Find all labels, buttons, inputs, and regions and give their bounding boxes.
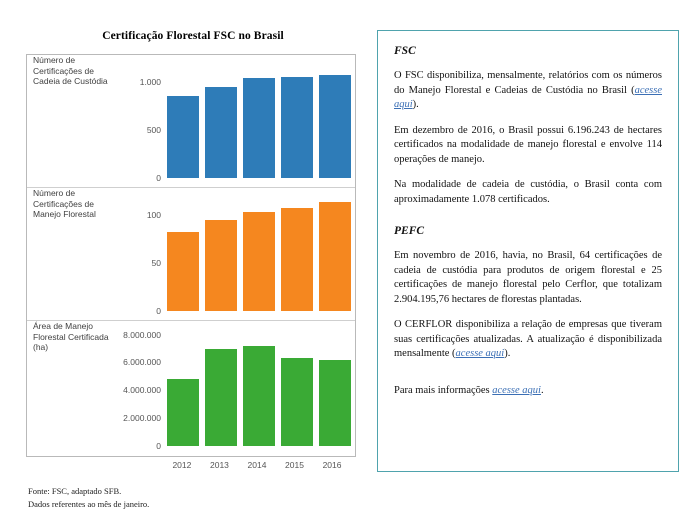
link-acesse-aqui-3[interactable]: acesse aqui: [492, 384, 541, 396]
paragraph-fsc-2: Em dezembro de 2016, o Brasil possui 6.196.243 de hectares certificados na modalidade de manejo florestal e envolve 114 operações de manejo.: [394, 124, 662, 165]
panel-bars-area: [167, 321, 351, 456]
paragraph-pefc-2: [394, 318, 662, 362]
source-line-1: Fonte: FSC, adaptado SFB.: [28, 486, 122, 496]
panel-axis-manejo: [113, 188, 355, 320]
y-axis-ticks-manejo: [113, 188, 165, 321]
chart-bar: [319, 202, 351, 311]
y-axis-ticks-custodia: [113, 55, 165, 188]
chart-source-note: [28, 485, 149, 511]
chart-bar: [319, 360, 351, 446]
chart-bar: [205, 349, 237, 447]
panel-axis-area: [113, 321, 355, 456]
chart-bar: [205, 87, 237, 178]
chart-x-axis: [26, 457, 356, 479]
panel-label-area: Área de Manejo Florestal Certificada (ha): [33, 321, 109, 352]
panel-label-custodia: Número de Certificações de Cadeia de Custódia: [33, 55, 108, 86]
fsc-p1-text-a: O FSC disponibiliza, mensalmente, relatórios com os números do Manejo Florestal e Cadeias de Custódia no Brasil (: [394, 70, 662, 96]
chart-bar: [243, 346, 275, 446]
y-tick-label: 0: [156, 306, 161, 316]
y-tick-label: 2.000.000: [123, 413, 161, 424]
fsc-p1-text-b: ).: [412, 99, 419, 110]
link-acesse-aqui-1[interactable]: acesse aqui: [394, 84, 662, 110]
x-tick-label: 2016: [322, 460, 342, 470]
chart-bar: [281, 77, 313, 178]
pefc-p2-text-a: O CERFLOR disponibiliza a relação de empresas que tiveram suas certificações atualizadas. A atualização é disponibilizada mensalmente (: [394, 319, 662, 359]
x-tick-label: 2012: [172, 460, 192, 470]
y-tick-label: 0: [156, 173, 161, 183]
panel-axis-custodia: [113, 55, 355, 187]
y-tick-label: 8.000.000: [123, 329, 161, 340]
chart-bar: [167, 379, 199, 446]
heading-pefc: PEFC: [394, 225, 425, 237]
x-tick-label: 2014: [247, 460, 267, 470]
chart-bar: [243, 78, 275, 178]
y-axis-ticks-area: [113, 321, 165, 456]
panel-bars-manejo: [167, 188, 351, 320]
pefc-p2-text-b: ).: [504, 348, 511, 359]
y-tick-label: 0: [156, 441, 161, 451]
y-tick-label: 500: [146, 125, 161, 136]
x-tick-label: 2013: [209, 460, 229, 470]
chart-bar: [319, 75, 351, 178]
chart-title: Certificação Florestal FSC no Brasil: [102, 30, 284, 42]
paragraph-pefc-1: Em novembro de 2016, havia, no Brasil, 64 certificações de cadeia de custódia para produtos de origem florestal e 25 certificações de manejo florestal pelo Cerflor, que totalizam 2.904.195,76 hectares de florestas plantadas.: [394, 250, 662, 305]
y-tick-label: 1.000: [139, 77, 161, 88]
chart-plot-frame: [26, 54, 356, 457]
pefc-p3-text-b: .: [540, 384, 544, 396]
y-tick-label: 4.000.000: [123, 385, 161, 396]
chart-bar: [281, 208, 313, 312]
y-tick-label: 50: [151, 258, 161, 269]
panel-label-manejo: Número de Certificações de Manejo Florestal: [33, 188, 96, 219]
heading-fsc: FSC: [394, 45, 416, 57]
y-tick-label: 6.000.000: [123, 357, 161, 368]
paragraph-pefc-3: [394, 384, 662, 399]
link-acesse-aqui-2[interactable]: acesse aqui: [455, 348, 505, 359]
chart-bar: [243, 212, 275, 311]
y-tick-label: 100: [146, 210, 161, 221]
x-tick-label: 2015: [285, 460, 304, 470]
chart-panel-manejo: [27, 188, 355, 321]
paragraph-fsc-1: [394, 69, 662, 113]
chart-bar: [281, 358, 313, 446]
source-line-2: Dados referentes ao mês de janeiro.: [28, 499, 150, 509]
chart-panel-area: [27, 321, 355, 456]
info-textbox: [377, 30, 679, 472]
chart-panel: [22, 30, 362, 509]
chart-bar: [167, 232, 199, 311]
panel-bars-custodia: [167, 55, 351, 187]
chart-bar: [167, 96, 199, 178]
paragraph-fsc-3: Na modalidade de cadeia de custódia, o Brasil conta com aproximadamente 1.078 certificados.: [394, 179, 662, 205]
chart-panel-custodia: [27, 55, 355, 188]
pefc-p3-text-a: Para mais informações: [394, 384, 493, 396]
chart-bar: [205, 220, 237, 311]
